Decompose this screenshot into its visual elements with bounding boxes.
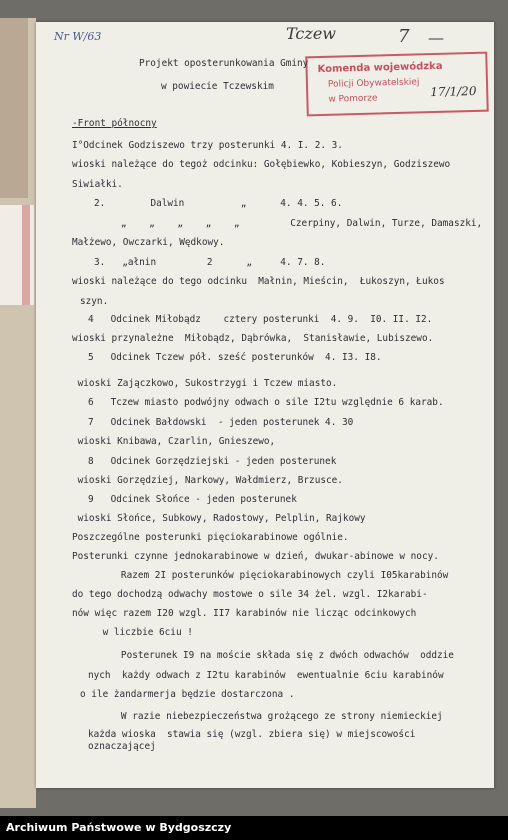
document-line: Siwiałki.: [72, 179, 123, 190]
handwritten-dash: —: [428, 28, 444, 47]
document-line: 2. Dalwin „ 4. 4. 5. 6.: [94, 198, 343, 209]
document-line: do tego dochodzą odwachy mostowe o sile 34 żel. wzgl. I2karabi-: [72, 589, 428, 600]
archive-footer: [0, 816, 508, 840]
document-line: 3. „ałnin 2 „ 4. 7. 8.: [94, 257, 326, 268]
document-line: wioski Knibawa, Czarlin, Gnieszewo,: [72, 436, 276, 447]
red-tab: [0, 205, 34, 305]
document-line: wioski Słońce, Subkowy, Radostowy, Pelplin, Rajkowy: [72, 513, 366, 524]
handwritten-number: 7: [398, 26, 410, 47]
document-line: W razie niebezpieczeństwa grożącego ze strony niemieckiej: [104, 711, 443, 722]
document-line: wioski należące do tego odcinku Małnin, Mieścin, Łukoszyn, Łukos: [72, 276, 445, 287]
document-line: nów więc razem I20 wzgl. II7 karabinów nie licząc odcinkowych: [72, 608, 417, 619]
document-line: wioski Gorzędziej, Narkowy, Wałdmierz, Brzusce.: [72, 475, 343, 486]
archive-name: Archiwum Państwowe w Bydgoszczy: [6, 821, 232, 834]
stamp-line-3: w Pomorze: [328, 93, 378, 105]
document-line: wioski Zajączkowo, Sukostrzygi i Tczew miasto.: [72, 378, 338, 389]
document-line: wioski przynależne Miłobądz, Dąbrówka, Stanisławie, Lubiszewo.: [72, 333, 434, 344]
document-title: Projekt oposterunkowania Gminy: [139, 58, 309, 69]
document-line: 9 Odcinek Słońce - jeden posterunek: [88, 494, 297, 505]
handwritten-place: Tczew: [286, 24, 336, 43]
document-line: 6 Tczew miasto podwójny odwach o sile I2tu względnie 6 karab.: [88, 397, 444, 408]
document-line: Razem 2I posterunków pięciokarabinowych czyli I05karabinów: [104, 570, 449, 581]
document-line: w liczbie 6ciu !: [80, 627, 193, 638]
document-subtitle: w powiecie Tczewskim: [161, 81, 274, 92]
document-line: Posterunki czynne jednokarabinowe w dzień, dwukar-abinowe w nocy.: [72, 551, 439, 562]
document-line: każda wioska stawia się (wzgl. zbiera się) w miejscowości: [88, 729, 416, 740]
document-line: o ile żandarmerja będzie dostarczona .: [80, 689, 295, 700]
stamp-line-2: Policji Obywatelskiej: [327, 77, 420, 90]
stamp-date: 17/1/20: [430, 83, 477, 100]
document-line: „ „ „ „ „ Czerpiny, Dalwin, Turze, Damaszki,: [104, 218, 483, 229]
police-stamp: [305, 52, 489, 117]
document-line: Poszczególne posterunki pięciokarabinowe ogólnie.: [72, 532, 349, 543]
stamp-line-1: Komenda wojewódzka: [317, 60, 443, 76]
document-line: 5 Odcinek Tczew pół. sześć posterunków 4. I3. I8.: [88, 352, 382, 363]
section-heading: -Front północny: [72, 118, 157, 129]
document-line: 7 Odcinek Bałdowski - jeden posterunek 4. 30: [88, 417, 354, 428]
document-page: [36, 22, 494, 788]
document-line: 4 Odcinek Miłobądz cztery posterunki 4. 9. I0. II. I2.: [88, 314, 433, 325]
document-line: 8 Odcinek Gorzędziejski - jeden posterunek: [88, 456, 337, 467]
document-line: nych każdy odwach z I2tu karabinów ewentualnie 6ciu karabinów: [88, 670, 444, 681]
document-line: oznaczającej: [88, 741, 156, 752]
document-line: Małżewo, Owczarki, Wędkowy.: [72, 237, 225, 248]
binder-strip: [0, 18, 28, 198]
document-line: wioski należące do tegoż odcinku: Gołębiewko, Kobieszyn, Godziszewo: [72, 159, 451, 170]
document-line: Posterunek I9 na moście składa się z dwóch odwachów oddzie: [104, 650, 454, 661]
handwritten-reference: Nr W/63: [54, 30, 102, 43]
document-line: I°Odcinek Godziszewo trzy posterunki 4. I. 2. 3.: [72, 140, 343, 151]
document-line: szyn.: [80, 296, 109, 307]
